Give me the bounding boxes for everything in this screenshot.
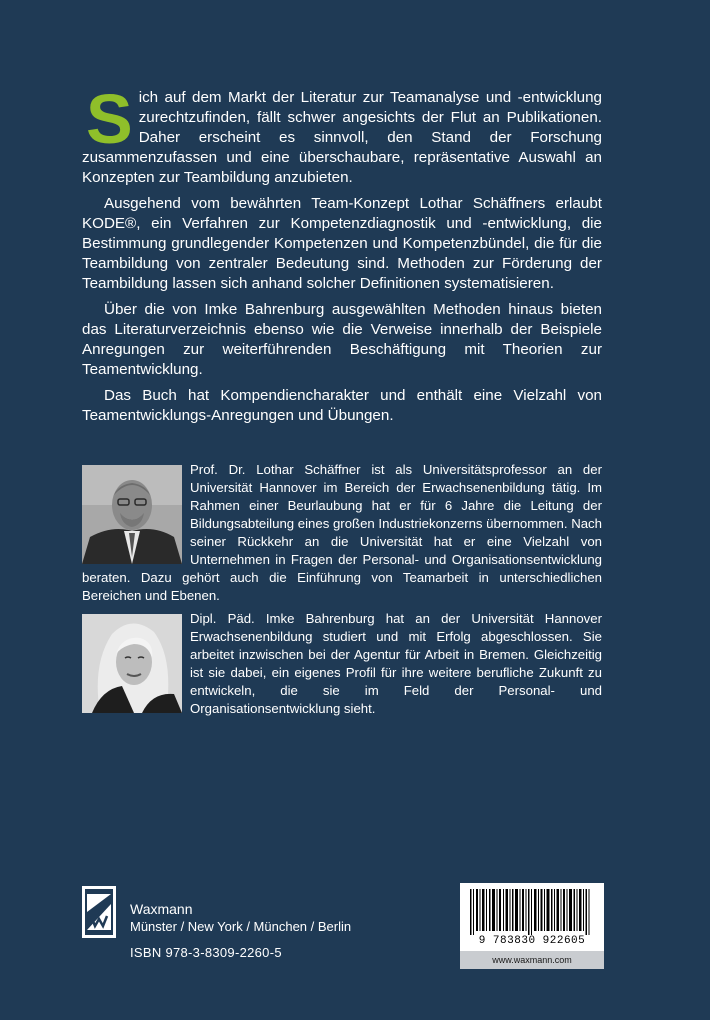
publisher-name: Waxmann <box>130 901 193 917</box>
author-bio-bahrenburg: Dipl. Päd. Imke Bahrenburg hat an der Universität Hannover Erwachsenenbildung studiert und mit Erfolg abgeschlossen. Sie arbeitet inzwischen bei der Agentur für Arbeit in Bremen. Gleichzeitig ist sie dabei, ein eigenes Profil für ihre weitere berufliche Zukunft zu entwickeln, die sie im Feld der Personal- und Organisationsentwicklung sieht. <box>190 611 602 716</box>
publisher-block <box>82 886 402 966</box>
blurb-paragraph-1-text: ich auf dem Markt der Literatur zur Teamanalyse und -entwicklung zurechtzufinden, fällt schwer angesichts der Flut an Publikationen. Daher erscheint es sinnvoll, den Stand der Forschung zusammenzufassen und eine überschaubare, repräsentative Auswahl an Konzepten zur Teambildung anzubieten. <box>82 89 602 186</box>
waxmann-logo-icon <box>82 886 116 938</box>
author-bahrenburg <box>82 610 602 718</box>
blurb-paragraph-1 <box>82 80 602 188</box>
blurb-paragraph-2: Ausgehend vom bewährten Team-Konzept Lothar Schäffners erlaubt KODE®, ein Verfahren zur Kompetenzdiagnostik und -entwicklung, die Bestimmung grundlegender Kompetenzen und Kompetenzbündel, die für die Teambildung von zentraler Bedeutung sind. Methoden zur Förderung der Teambildung lassen sich anhand solcher Definitionen systematisieren. <box>82 195 602 292</box>
blurb-paragraph-3: Über die von Imke Bahrenburg ausgewählten Methoden hinaus bieten das Literaturverzeichnis ebenso wie die Verweise innerhalb der Beispiele Anregungen zur weiterführenden Beschäftigung mit Theorien zur Teamentwicklung. <box>82 301 602 378</box>
author-bio-schaeffner: Prof. Dr. Lothar Schäffner ist als Universitätsprofessor an der Universität Hannover im Bereich der Erwachsenenbildung tätig. Im Rahmen einer Beurlaubung hat er für 6 Jahre die Leitung der Bildungsabteilung eines großen Industriekonzerns übernommen. Nach seiner Rückkehr an die Universität hat er eine Vielzahl von Unternehmen in Fragen der Personal- und Organisationsentwicklung beraten. Dazu gehört auch die Einführung von Teamarbeit in unterschiedlichen Bereichen und Ebenen. <box>82 462 602 603</box>
publisher-website: www.waxmann.com <box>460 951 604 969</box>
publisher-cities: Münster / New York / München / Berlin <box>130 919 352 934</box>
barcode-digits: 9 783830 922605 <box>478 935 586 947</box>
barcode-icon <box>468 889 596 935</box>
author-photo-bahrenburg <box>82 614 182 713</box>
dropcap-letter: S <box>86 80 133 158</box>
author-photo-schaeffner <box>82 465 182 564</box>
blurb-text <box>82 80 602 432</box>
barcode-block <box>460 883 604 969</box>
blurb-paragraph-4: Das Buch hat Kompendiencharakter und enthält eine Vielzahl von Teamentwicklungs-Anregungen und Übungen. <box>82 387 602 424</box>
isbn-number: ISBN 978-3-8309-2260-5 <box>130 945 282 960</box>
author-schaeffner <box>82 461 602 605</box>
